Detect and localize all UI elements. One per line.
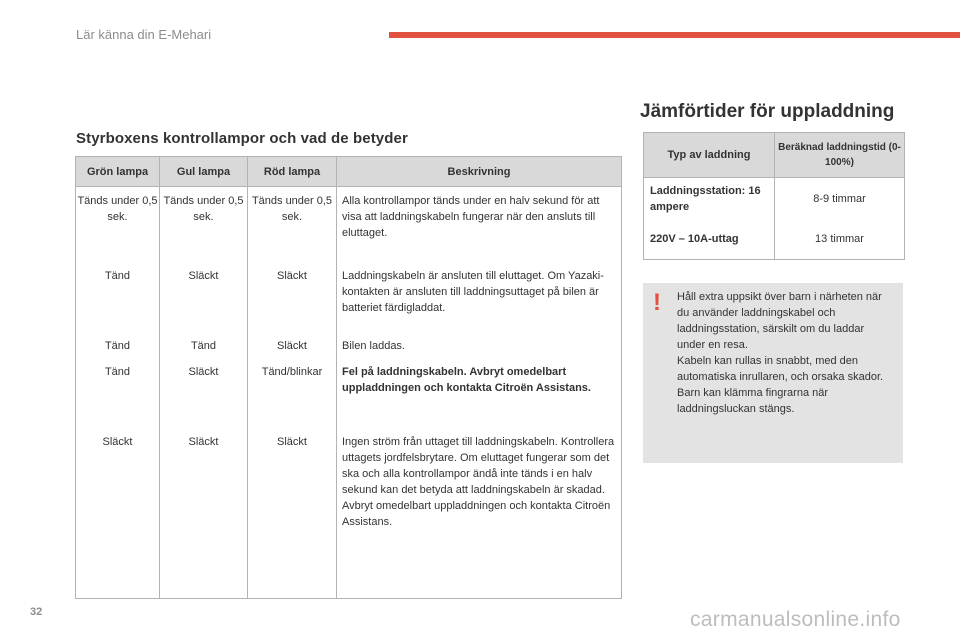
green-lamp-cell: Tänd xyxy=(76,262,160,332)
description-cell: Fel på laddningskabeln. Avbryt omedelbart uppladdningen och kontakta Citroën Assistans. xyxy=(337,358,622,428)
column-header-charging-time: Beräknad laddningstid (0-100%) xyxy=(775,133,905,178)
table-row xyxy=(76,262,622,332)
yellow-lamp-cell: Släckt xyxy=(160,262,248,332)
warning-line: Barn kan klämma fingrarna när laddningsluckan stängs. xyxy=(677,387,829,415)
red-lamp-cell: Släckt xyxy=(248,428,337,599)
warning-box xyxy=(643,283,903,463)
charging-times-table xyxy=(643,132,905,260)
warning-text xyxy=(677,289,895,417)
yellow-lamp-cell: Tänds under 0,5 sek. xyxy=(160,187,248,262)
page-header-title: Lär känna din E-Mehari xyxy=(76,27,212,42)
green-lamp-cell: Tänd xyxy=(76,332,160,358)
table-header-row xyxy=(76,157,622,187)
description-cell: Bilen laddas. xyxy=(337,332,622,358)
green-lamp-cell: Tänd xyxy=(76,358,160,428)
column-header-yellow: Gul lampa xyxy=(160,157,248,187)
charging-times-heading: Jämförtider för uppladdning xyxy=(640,101,895,122)
column-header-green: Grön lampa xyxy=(76,157,160,187)
lamps-section-heading: Styrboxens kontrollampor och vad de betyder xyxy=(76,130,408,147)
red-lamp-cell: Släckt xyxy=(248,262,337,332)
warning-line: Kabeln kan rullas in snabbt, med den automatiska inrullaren, och orsaka skador. xyxy=(677,355,884,383)
yellow-lamp-cell: Släckt xyxy=(160,358,248,428)
charging-time-cell: 8-9 timmar xyxy=(775,178,905,220)
description-cell: Ingen ström från uttaget till laddningskabeln. Kontrollera uttagets jordfelsbrytare. Om eluttaget fungerar som det ska och alla kontrollampor ändå inte tänds i en halv sekund kan det betyda att laddningskabeln är skadad. Avbryt omedelbart uppladdningen och kontakta Citroën Assistans. xyxy=(337,428,622,599)
charging-type-cell: Laddningsstation: 16 ampere xyxy=(644,178,775,220)
header-accent-bar xyxy=(389,32,960,38)
green-lamp-cell: Tänds under 0,5 sek. xyxy=(76,187,160,262)
red-lamp-cell: Tänd/blinkar xyxy=(248,358,337,428)
table-row xyxy=(76,428,622,599)
warning-line: Håll extra uppsikt över barn i närheten när du använder laddningskabel och laddningsstation, särskilt om du laddar under en resa. xyxy=(677,291,882,351)
column-header-red: Röd lampa xyxy=(248,157,337,187)
red-lamp-cell: Tänds under 0,5 sek. xyxy=(248,187,337,262)
charging-time-cell: 13 timmar xyxy=(775,220,905,260)
indicator-lamps-table xyxy=(75,156,622,599)
table-row xyxy=(76,187,622,262)
table-row xyxy=(644,220,905,260)
table-row xyxy=(644,178,905,220)
table-header-row xyxy=(644,133,905,178)
watermark: carmanualsonline.info xyxy=(690,608,901,631)
charging-type-cell: 220V – 10A-uttag xyxy=(644,220,775,260)
green-lamp-cell: Släckt xyxy=(76,428,160,599)
yellow-lamp-cell: Släckt xyxy=(160,428,248,599)
column-header-charging-type: Typ av laddning xyxy=(644,133,775,178)
description-cell: Laddningskabeln är ansluten till eluttaget. Om Yazaki-kontakten är ansluten till laddningsuttaget på bilen är batteriet färdigladdat. xyxy=(337,262,622,332)
red-lamp-cell: Släckt xyxy=(248,332,337,358)
column-header-description: Beskrivning xyxy=(337,157,622,187)
table-row xyxy=(76,358,622,428)
description-cell: Alla kontrollampor tänds under en halv sekund för att visa att laddningskabeln fungerar när den ansluts till eluttaget. xyxy=(337,187,622,262)
page-number: 32 xyxy=(30,606,43,618)
warning-exclamation-icon: ! xyxy=(653,289,661,316)
yellow-lamp-cell: Tänd xyxy=(160,332,248,358)
table-row xyxy=(76,332,622,358)
